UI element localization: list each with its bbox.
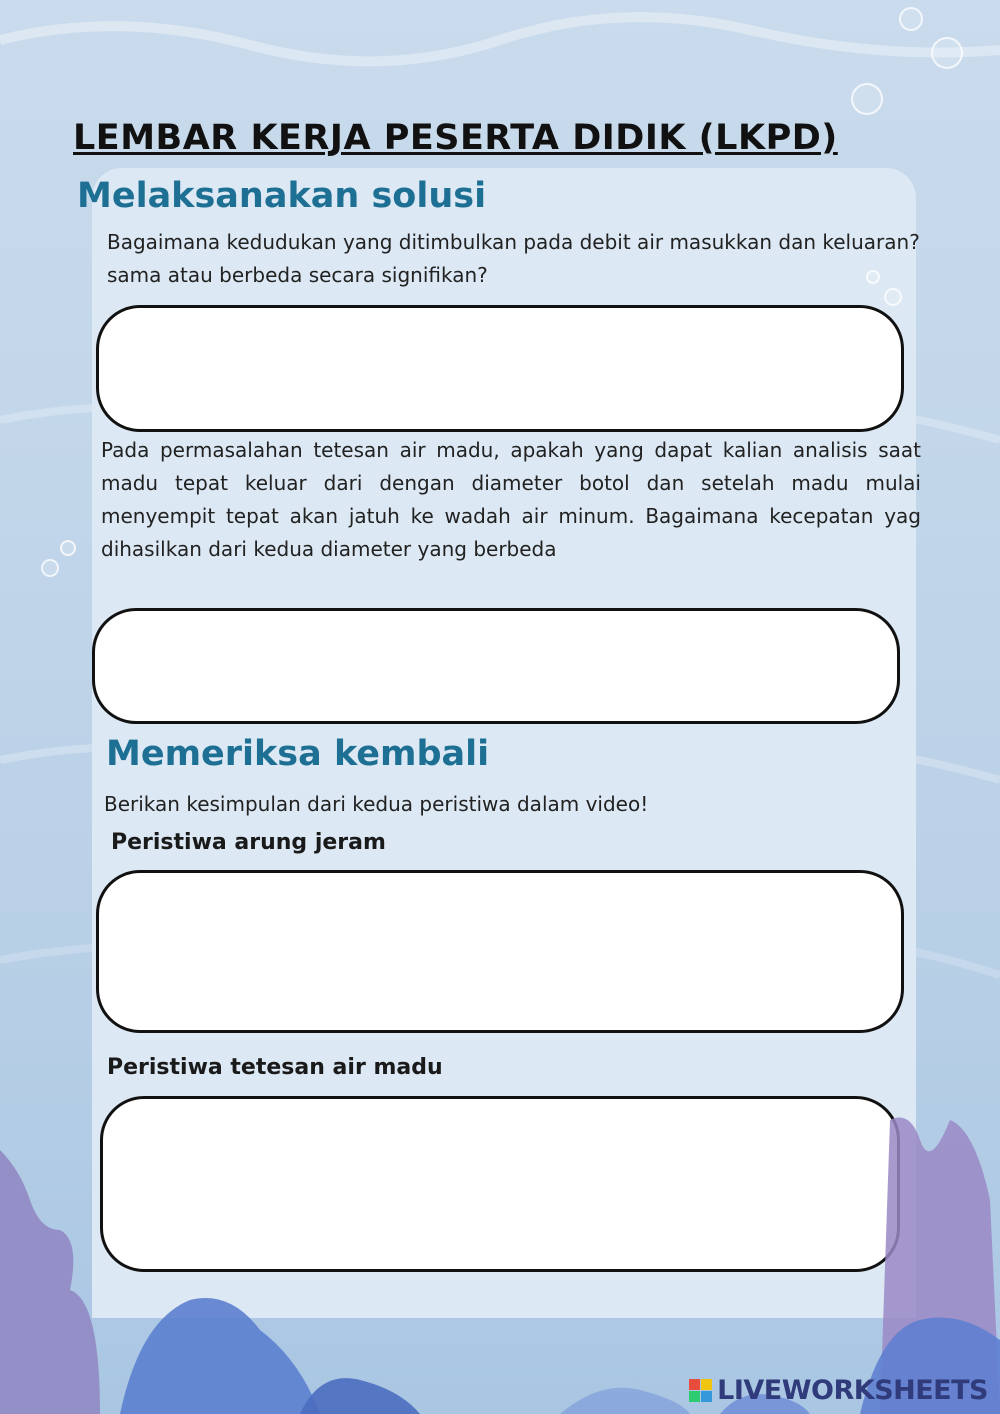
brand-name: LIVEWORKSHEETS [717, 1375, 988, 1406]
question-1: Bagaimana kedudukan yang ditimbulkan pada debit air masukkan dan keluaran? sama atau berbeda secara signifikan? [107, 230, 920, 287]
brand-square-blue [701, 1391, 712, 1402]
answer-box-2[interactable] [92, 608, 900, 724]
answer-box-1[interactable] [96, 305, 904, 432]
bubble-icon [851, 83, 883, 115]
section-title-solution: Melaksanakan solusi [77, 176, 487, 216]
brand-square-green [689, 1391, 700, 1402]
bubble-icon [60, 540, 76, 556]
instruction-text: Berikan kesimpulan dari kedua peristiwa dalam video! [104, 792, 649, 816]
label-tetesan-madu: Peristiwa tetesan air madu [107, 1055, 443, 1080]
label-arung-jeram: Peristiwa arung jeram [111, 830, 386, 855]
brand-square-red [689, 1379, 700, 1390]
bubble-icon [931, 37, 963, 69]
liveworksheets-logo [689, 1375, 988, 1406]
section-title-review: Memeriksa kembali [106, 734, 490, 774]
bubble-icon [899, 7, 923, 31]
bubble-icon [41, 559, 59, 577]
coral-decoration [0, 1080, 1000, 1414]
brand-square-yellow [701, 1379, 712, 1390]
brand-icon [689, 1379, 713, 1403]
question-2: Pada permasalahan tetesan air madu, apakah yang dapat kalian analisis saat madu tepat keluar dari dengan diameter botol dan setelah madu mulai menyempit tepat akan jatuh ke wadah air minum. Bagaimana kecepatan yag dihasilkan dari kedua diameter yang berbeda [101, 438, 921, 561]
answer-box-arung-jeram[interactable] [96, 870, 904, 1033]
page-title: LEMBAR KERJA PESERTA DIDIK (LKPD) [73, 118, 838, 158]
